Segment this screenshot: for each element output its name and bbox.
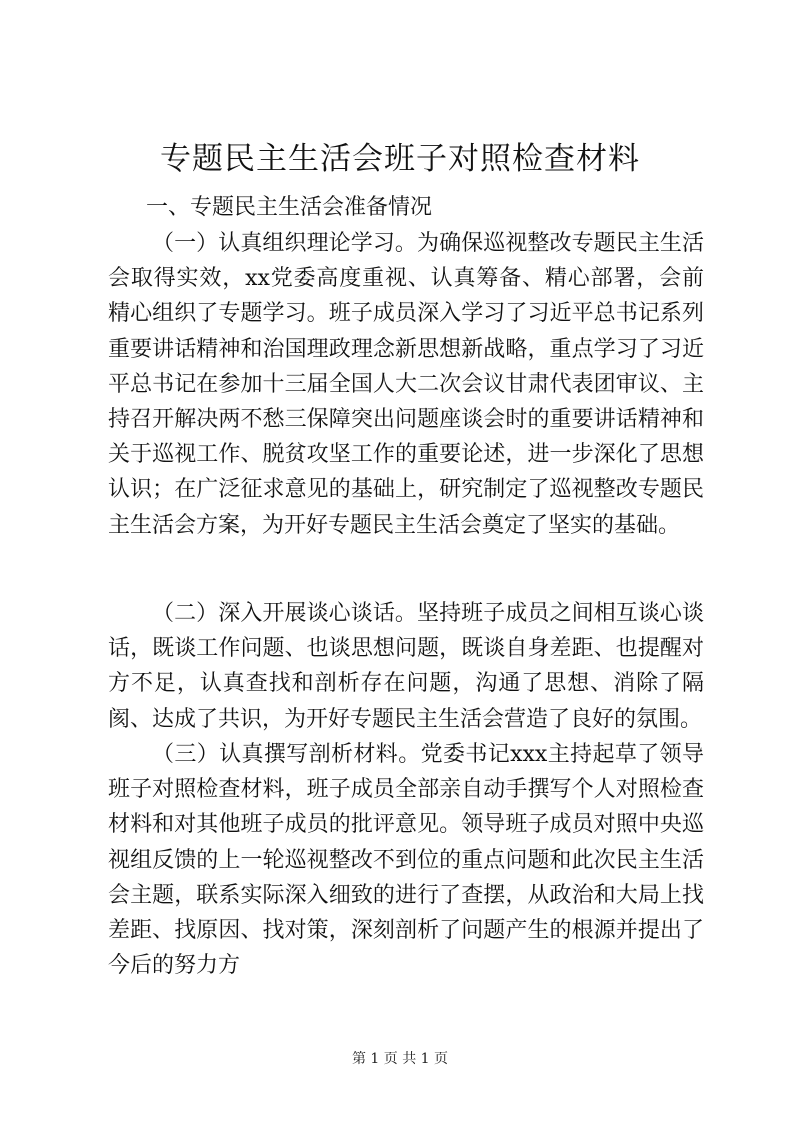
- paragraph-analysis-materials: （三）认真撰写剖析材料。党委书记xxx主持起草了领导班子对照检查材料，班子成员全部亲自动手撰写个人对照检查材料和对其他班子成员的批评意见。领导班子成员对照中央巡视组反馈的上一轮巡视整改不到位的重点问题和此次民主生活会主题，联系实际深入细致的进行了查摆，从政治和大局上找差距、找原因、找对策，深刻剖析了问题产生的根源并提出了今后的努力方: [108, 742, 704, 979]
- page-footer: 第 1 页 共 1 页: [351, 1051, 449, 1067]
- paragraph-theory-study: （一）认真组织理论学习。为确保巡视整改专题民主生活会取得实效，xx党委高度重视、认真筹备、精心部署，会前精心组织了专题学习。班子成员深入学习了习近平总书记系列重要讲话精神和治国理政理念新思想新战略，重点学习了习近平总书记在参加十三届全国人大二次会议甘肃代表团审议、主持召开解决两不愁三保障突出问题座谈会时的重要讲话精神和关于巡视工作、脱贫攻坚工作的重要论述，进一步深化了思想认识；在广泛征求意见的基础上，研究制定了巡视整改专题民主生活会方案，为开好专题民主生活会奠定了坚实的基础。: [108, 231, 704, 538]
- document-title: 专题民主生活会班子对照检查材料: [160, 141, 640, 177]
- paragraph-heart-to-heart-talks: （二）深入开展谈心谈话。坚持班子成员之间相互谈心谈话，既谈工作问题、也谈思想问题，既谈自身差距、也提醒对方不足，认真查找和剖析存在问题，沟通了思想、消除了隔阂、达成了共识，为开好专题民主生活会营造了良好的氛围。: [108, 601, 704, 732]
- section-heading: 一、专题民主生活会准备情况: [146, 195, 433, 220]
